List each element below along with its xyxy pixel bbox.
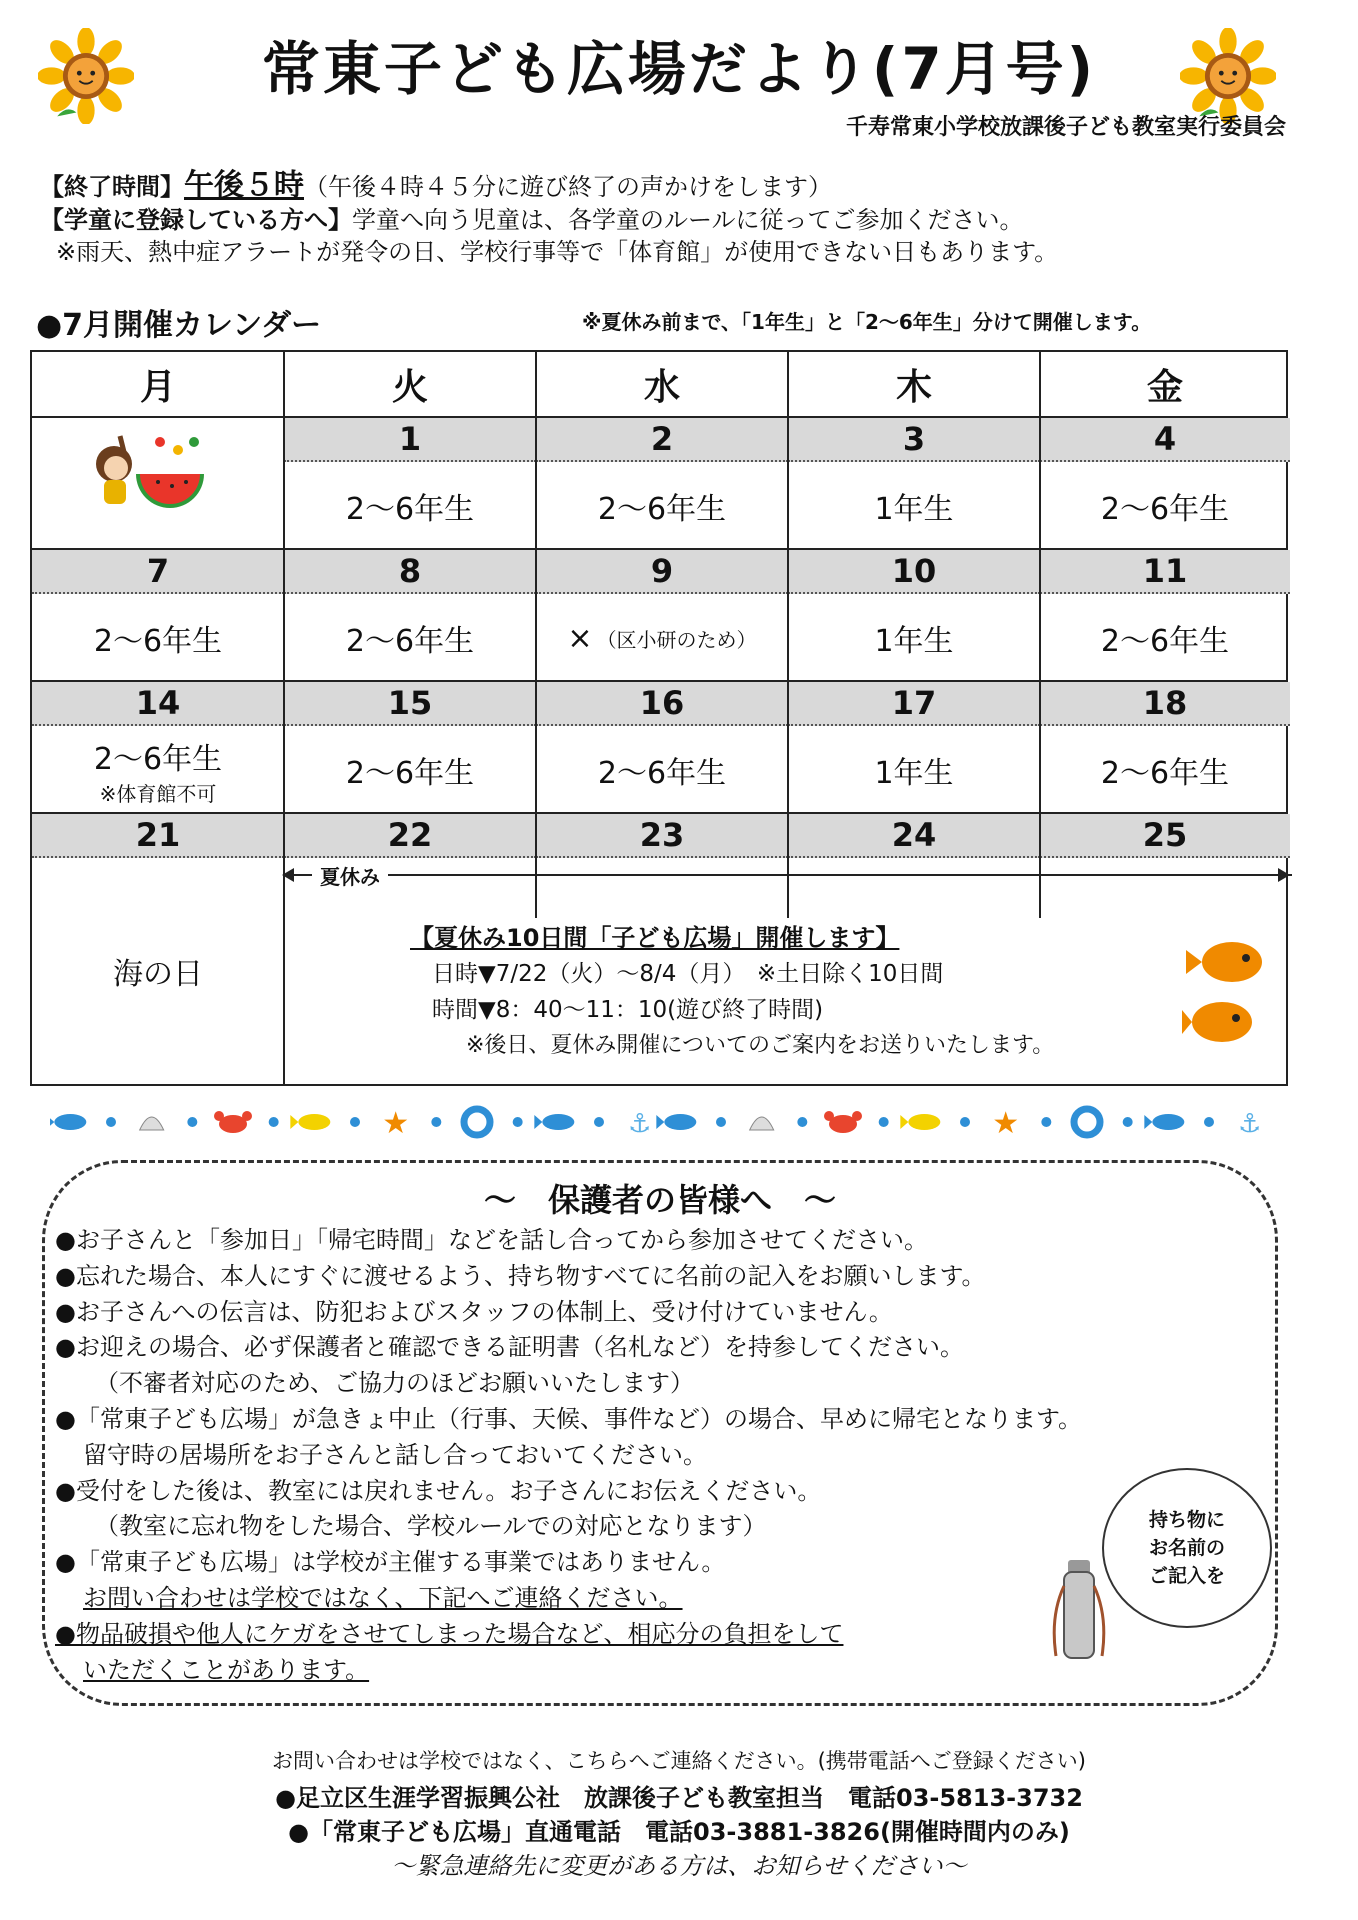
calendar-column-rule	[1039, 352, 1041, 918]
committee-name: 千寿常東小学校放課後子ども教室実行委員会	[845, 115, 1286, 140]
day-grade: 2〜6年生	[1100, 624, 1230, 659]
ring-icon	[464, 1109, 490, 1135]
star-icon	[992, 1106, 1019, 1139]
marine-decoration	[50, 1105, 1270, 1139]
footer-contact-direct: ●「常東子ども広場」直通電話 電話03-3881-3826(開催時間内のみ)	[288, 1818, 1070, 1846]
date-cell: 8	[284, 550, 536, 594]
day-cell	[284, 462, 536, 550]
day-note: （区小研のため）	[596, 627, 757, 652]
day-cell	[1040, 462, 1290, 550]
dot-icon	[1123, 1117, 1133, 1127]
day-grade: 2〜6年生	[597, 756, 727, 791]
day-grade: 2〜6年生	[1100, 756, 1230, 791]
dot-icon	[797, 1117, 807, 1127]
summer-dates: 日時▼7/22（火）〜8/4（月） ※土日除く10日間	[432, 961, 944, 987]
date-cell: 3	[788, 418, 1040, 462]
anchor-icon	[628, 1109, 651, 1139]
day-grade: 2〜6年生	[93, 741, 223, 777]
list-item: ●お迎えの場合、必ず保護者と確認できる証明書（名札など）を持参してください。	[55, 1333, 964, 1362]
weekday-header: 火	[391, 366, 428, 408]
date-cell: 7	[32, 550, 284, 594]
list-item: ●受付をした後は、教室には戻れません。お子さんにお伝えください。	[55, 1476, 822, 1505]
day-note: ※体育館不可	[99, 781, 217, 806]
bubble-line: ご記入を	[1148, 1565, 1225, 1587]
crab-icon	[824, 1111, 862, 1133]
list-item: （教室に忘れ物をした場合、学校ルールでの対応となります）	[95, 1512, 767, 1541]
summer-break-arrow	[292, 874, 1292, 876]
day-cell	[284, 726, 536, 814]
dot-icon	[187, 1117, 197, 1127]
day-cell	[32, 594, 284, 682]
dot-icon	[594, 1117, 604, 1127]
list-item: ●「常東子ども広場」は学校が主催する事業ではありません。	[55, 1548, 726, 1577]
arrow-right-icon	[1278, 868, 1290, 882]
fish-icon	[1144, 1114, 1184, 1130]
summer-break-label: 夏休み	[312, 861, 388, 890]
fish-icon	[1182, 932, 1282, 1052]
bubble-line: 持ち物に	[1148, 1509, 1225, 1531]
date-cell: 9	[536, 550, 788, 594]
date-cell: 17	[788, 682, 1040, 726]
date-cell: 4	[1040, 418, 1290, 462]
star-icon	[382, 1106, 409, 1139]
calendar-column-rule	[787, 352, 789, 918]
day-grade: 2〜6年生	[345, 492, 475, 527]
day-grade: 2〜6年生	[93, 624, 223, 659]
svg-text:★: ★	[382, 1106, 410, 1139]
day-grade: 1年生	[874, 756, 954, 791]
parents-list	[55, 1223, 1082, 1688]
footer-contact-intro: お問い合わせは学校ではなく、こちらへご連絡ください。(携帯電話へご登録ください)	[272, 1749, 1086, 1773]
holiday-cell: 海の日	[113, 957, 203, 992]
dot-icon	[350, 1117, 360, 1127]
shell-icon	[750, 1117, 774, 1130]
fish-icon	[656, 1114, 696, 1130]
weekday-header: 金	[1146, 366, 1183, 408]
date-cell: 21	[32, 814, 284, 858]
date-cell: 11	[1040, 550, 1290, 594]
date-cell: 24	[788, 814, 1040, 858]
summer-note: ※後日、夏休み開催についてのご案内をお送りいたします。	[466, 1033, 1055, 1058]
svg-text:★: ★	[992, 1106, 1020, 1139]
bubble-line: お名前の	[1148, 1537, 1225, 1559]
day-grade: 2〜6年生	[345, 624, 475, 659]
calendar-table	[30, 350, 1288, 1086]
weekday-header: 月	[139, 366, 176, 408]
yfish-icon	[290, 1114, 330, 1130]
gakudo-notice	[40, 204, 1024, 236]
day-cell	[1040, 726, 1290, 814]
end-time-note: （午後４時４５分に遊び終了の声かけをします）	[304, 173, 832, 201]
list-item: ●忘れた場合、本人にすぐに渡せるよう、持ち物すべてに名前の記入をお願いします。	[55, 1261, 986, 1290]
page-title: 常東子ども広場だより(7月号)	[261, 35, 1097, 103]
day-grade: 2〜6年生	[345, 756, 475, 791]
day-cell	[536, 462, 788, 550]
date-cell: 18	[1040, 682, 1290, 726]
day-cell	[788, 462, 1040, 550]
anchor-icon	[1238, 1109, 1261, 1139]
list-item: ●「常東子ども広場」が急きょ中止（行事、天候、事件など）の場合、早めに帰宅となります。	[55, 1404, 1083, 1433]
date-cell: 10	[788, 550, 1040, 594]
watermelon-girl-icon	[86, 424, 210, 510]
list-item: 留守時の居場所をお子さんと話し合っておいてください。	[83, 1440, 707, 1469]
calendar-note: ※夏休み前まで、「1年生」と「2〜6年生」分けて開催します。	[582, 310, 1152, 334]
footer-contact-office: ●足立区生涯学習振興公社 放課後子ども教室担当 電話03-5813-3732	[275, 1784, 1083, 1812]
date-cell: 1	[284, 418, 536, 462]
date-cell: 16	[536, 682, 788, 726]
day-grade: 1年生	[874, 492, 954, 527]
ring-icon	[1074, 1109, 1100, 1135]
day-cell	[536, 594, 788, 682]
list-item: ●お子さんへの伝言は、防犯およびスタッフの体制上、受け付けていません。	[55, 1297, 893, 1326]
calendar-heading: ●7月開催カレンダー	[36, 308, 322, 343]
day-cell	[536, 726, 788, 814]
dot-icon	[716, 1117, 726, 1127]
calendar-column-rule	[535, 352, 537, 918]
rain-note: ※雨天、熱中症アラートが発令の日、学校行事等で「体育館」が使用できない日もあります。	[56, 238, 1059, 266]
footer-emergency-note: 〜緊急連絡先に変更がある方は、お知らせください〜	[391, 1852, 967, 1880]
summer-info	[410, 920, 1054, 1064]
speech-bubble	[1102, 1468, 1272, 1628]
list-item: ●お子さんと「参加日」「帰宅時間」などを話し合ってから参加させてください。	[55, 1226, 928, 1254]
list-item: ●物品破損や他人にケガをさせてしまった場合など、相応分の負担をして	[55, 1619, 844, 1648]
dot-icon	[960, 1117, 970, 1127]
dot-icon	[879, 1117, 889, 1127]
weekday-header: 木	[895, 366, 932, 408]
svg-text:⚓: ⚓	[628, 1109, 652, 1139]
date-cell: 22	[284, 814, 536, 858]
day-cell	[284, 594, 536, 682]
day-grade: 2〜6年生	[597, 492, 727, 527]
crab-icon	[214, 1111, 252, 1133]
yfish-icon	[900, 1114, 940, 1130]
dot-icon	[431, 1117, 441, 1127]
date-cell: 15	[284, 682, 536, 726]
water-bottle-icon	[1050, 1556, 1110, 1666]
day-cell	[788, 726, 1040, 814]
end-time-value: 午後５時	[184, 168, 304, 203]
shell-icon	[140, 1117, 164, 1130]
day-cell	[788, 594, 1040, 682]
day-grade: 1年生	[874, 624, 954, 659]
calendar-column-rule	[283, 352, 285, 1084]
dot-icon	[1204, 1117, 1214, 1127]
date-cell: 25	[1040, 814, 1290, 858]
parents-title: 〜 保護者の皆様へ 〜	[483, 1181, 836, 1219]
svg-text:⚓: ⚓	[1238, 1109, 1262, 1139]
dot-icon	[106, 1117, 116, 1127]
end-time-notice	[40, 170, 832, 203]
date-cell: 2	[536, 418, 788, 462]
list-item: （不審者対応のため、ご協力のほどお願いいたします）	[95, 1369, 695, 1398]
fish-icon	[534, 1114, 574, 1130]
gakudo-label: 【学童に登録している方へ】	[40, 206, 352, 234]
gakudo-text: 学童へ向う児童は、各学童のルールに従ってご参加ください。	[352, 206, 1024, 234]
list-item: いただくことがあります。	[83, 1655, 370, 1684]
dot-icon	[269, 1117, 279, 1127]
date-cell: 23	[536, 814, 788, 858]
fish-icon	[50, 1114, 86, 1130]
weekday-header: 水	[643, 366, 680, 408]
end-time-label: 【終了時間】	[40, 173, 184, 201]
day-cell	[32, 726, 284, 814]
date-cell: 14	[32, 682, 284, 726]
list-item: お問い合わせは学校ではなく、下記へご連絡ください。	[83, 1583, 683, 1612]
dot-icon	[513, 1117, 523, 1127]
day-cell	[1040, 594, 1290, 682]
day-grade: ×	[567, 620, 593, 656]
summer-time: 時間▼8：40〜11：10(遊び終了時間)	[432, 997, 824, 1023]
day-grade: 2〜6年生	[1100, 492, 1230, 527]
dot-icon	[1041, 1117, 1051, 1127]
summer-title: 【夏休み10日間「子ども広場」開催します】	[410, 924, 900, 952]
